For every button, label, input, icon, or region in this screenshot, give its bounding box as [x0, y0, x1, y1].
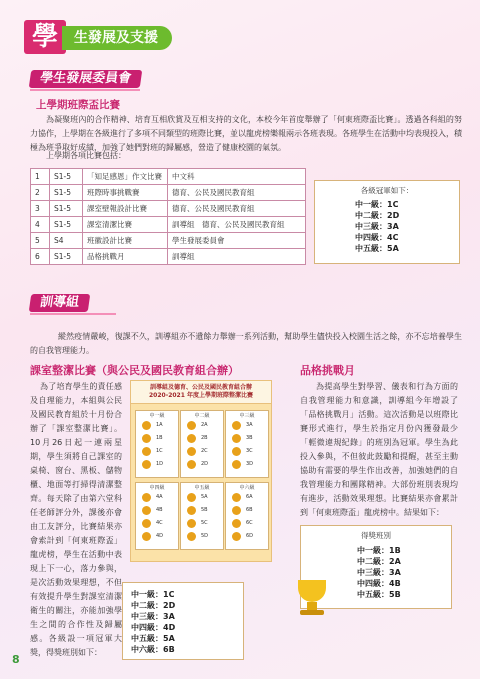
medal-icon — [187, 493, 196, 502]
poster-class-label: 6C — [246, 520, 253, 526]
clean-title: 課室整潔比賽（與公民及國民教育組合辦） — [30, 364, 239, 377]
table-cell: 課室壁報設計比賽 — [83, 201, 168, 217]
table-row — [31, 217, 306, 233]
table-cell: 1 — [31, 169, 50, 185]
poster-class-label: 1A — [156, 422, 163, 428]
table-cell: S1-5 — [50, 249, 83, 265]
table-cell: 3 — [31, 201, 50, 217]
committee-subtitle: 上學期班際盃比賽 — [36, 99, 120, 111]
medal-icon — [142, 421, 151, 430]
winner-item: 中三級：3A — [355, 222, 399, 231]
medal-icon — [232, 447, 241, 456]
table-row — [31, 233, 306, 249]
poster-class-label: 4C — [156, 520, 163, 526]
poster-class-label: 5D — [201, 533, 209, 539]
committee-banner: 學生發展委員會 — [29, 70, 143, 88]
medal-icon — [142, 506, 151, 515]
poster-class-label: 2A — [201, 422, 208, 428]
clean-poster — [130, 380, 272, 562]
poster-class-label: 3B — [246, 435, 253, 441]
poster-heading-text: 訓導組及德育、公民及國民教育組合辦 2020-2021 年度上學期班際整潔比賽 — [149, 384, 253, 399]
poster-class-label: 2D — [201, 461, 209, 467]
medal-icon — [142, 532, 151, 541]
table-row — [31, 185, 306, 201]
poster-class-label: 3A — [246, 422, 253, 428]
table-intro: 上學期各項比賽包括： — [46, 151, 126, 160]
poster-group-title: 中五級 — [194, 485, 210, 491]
character-title: 品格挑戰月 — [300, 364, 355, 377]
table-row — [31, 201, 306, 217]
medal-icon — [187, 519, 196, 528]
character-winners-title: 得獎班別 — [361, 531, 391, 540]
poster-group-title: 中二級 — [194, 413, 210, 419]
poster-group — [180, 410, 224, 478]
table-cell: S4 — [50, 233, 83, 249]
poster-class-label: 1D — [156, 461, 164, 467]
table-cell: 中文科 — [168, 169, 306, 185]
clean-text: 為了培育學生的責任感及自理能力，本組與公民及國民教育組於十月份合辦了「課室整潔比賽」。10月26日起一連兩星期，學生須將自己課室的桌椅、窗台、黑板、儲物櫃、地面等打掃得清潔整齊。每天除了由第六堂科任老師評分外，課後亦會由工友評分，比賽結果亦會索計到「何東班際盃」龍虎榜，學生在活動中表現上下一心，落力參與，是次活動效果理想，不但有效提升學生對課室清潔衛生的關注，亦能加強學生之間的合作性及歸屬感。各級設一項冠軍大獎，得獎班別如下： — [30, 382, 122, 657]
table-cell: 班徽設計比賽 — [83, 233, 168, 249]
winner-item: 中四級：4D — [131, 623, 176, 632]
poster-group — [135, 410, 179, 478]
table-cell: 6 — [31, 249, 50, 265]
winners-title: 各級冠軍如下： — [360, 186, 414, 195]
winner-item: 中五級：5A — [131, 634, 175, 643]
poster-group — [225, 410, 269, 478]
poster-class-label: 3D — [246, 461, 254, 467]
divider — [30, 89, 140, 91]
poster-class-label: 5A — [201, 494, 208, 500]
divider — [30, 313, 116, 315]
table-cell: S1-5 — [50, 217, 83, 233]
poster-group — [225, 482, 269, 550]
winners-frame — [314, 180, 460, 264]
poster-group-title: 中六級 — [239, 485, 255, 491]
medal-icon — [232, 532, 241, 541]
winner-item: 中三級：3A — [131, 612, 175, 621]
poster-class-label: 5C — [201, 520, 208, 526]
table-cell: 班際時事挑戰賽 — [83, 185, 168, 201]
winner-item: 中三級：3A — [357, 568, 401, 577]
medal-icon — [187, 460, 196, 469]
poster-group-title: 中四級 — [149, 485, 165, 491]
winner-item: 中五級：5A — [355, 244, 399, 253]
medal-icon — [142, 519, 151, 528]
table-cell: S1-5 — [50, 169, 83, 185]
medal-icon — [142, 447, 151, 456]
winner-item: 中六級：6B — [131, 645, 175, 654]
discipline-intro: 縱然疫情嚴峻，復課不久，訓導組亦不遺餘力舉辦一系列活動，幫助學生儘快投入校園生活之餘，亦不忘培養學生的自我管理能力。 — [30, 332, 462, 355]
clean-winners-frame — [122, 582, 244, 660]
table-cell: S1-5 — [50, 185, 83, 201]
table-row — [31, 169, 306, 185]
poster-class-label: 2C — [201, 448, 208, 454]
poster-class-label: 6A — [246, 494, 253, 500]
table-cell: S1-5 — [50, 201, 83, 217]
poster-group-title: 中一級 — [149, 413, 165, 419]
table-cell: 2 — [31, 185, 50, 201]
poster-class-label: 5B — [201, 507, 208, 513]
medal-icon — [232, 434, 241, 443]
table-cell: 課室清潔比賽 — [83, 217, 168, 233]
medal-icon — [187, 421, 196, 430]
medal-icon — [232, 421, 241, 430]
discipline-banner: 訓導組 — [29, 294, 91, 312]
winner-item: 中一級：1C — [355, 200, 399, 209]
winner-item: 中一級：1B — [357, 546, 401, 555]
medal-icon — [187, 506, 196, 515]
poster-class-label: 4A — [156, 494, 163, 500]
medal-icon — [142, 460, 151, 469]
medal-icon — [142, 434, 151, 443]
medal-icon — [187, 447, 196, 456]
table-cell: 德育、公民及國民教育組 — [168, 185, 306, 201]
medal-icon — [232, 493, 241, 502]
competition-table — [30, 168, 306, 265]
winner-item: 中四級：4B — [357, 579, 401, 588]
table-row — [31, 249, 306, 265]
medal-icon — [187, 532, 196, 541]
section-char: 學 — [24, 20, 66, 54]
poster-group-title: 中三級 — [239, 413, 255, 419]
character-text: 為提高學生對學習、儀表和行為方面的自我管理能力和意識，訓導組今年增設了「品格挑戰月」活動。這次活動是以班際比賽形式進行，學生於指定月份內獲發最少「輕微違規紀錄」的班別為冠軍。學生為此投入參與，不但彼此鼓勵和提醒，甚至主動協助有需要的學生作出改善，加強她們的自我管理能力和團隊精神。大部份班別表現均有進步，活動效果理想。比賽結果亦會累計到「何東班際盃」龍虎榜中。結果如下： — [300, 382, 458, 517]
poster-class-label: 3C — [246, 448, 253, 454]
table-cell: 學生發展委員會 — [168, 233, 306, 249]
committee-intro: 為凝聚班內的合作精神、培育互相欣賞及互相支持的文化，本校今年首度舉辦了「何東班際盃比賽」。透過各科組的努力協作，上學期在各級進行了多項不同類型的班際比賽，並以龍虎榜樂報兩示各班表現。各班學生在活動中均表現投入，積極為班爭取好成績，加強了她們對班的歸屬感，營造了健康校園的氣氛。 — [30, 115, 462, 152]
winner-item: 中四級：4C — [355, 233, 399, 242]
table-cell: 5 — [31, 233, 50, 249]
poster-class-label: 4D — [156, 533, 164, 539]
winner-item: 中二級：2D — [355, 211, 400, 220]
table-cell: 品格挑戰月 — [83, 249, 168, 265]
winner-item: 中一級：1C — [131, 590, 175, 599]
trophy-base — [300, 610, 324, 615]
winner-item: 中二級：2A — [357, 557, 401, 566]
medal-icon — [232, 460, 241, 469]
table-cell: 訓導組 德育、公民及國民教育組 — [168, 217, 306, 233]
medal-icon — [232, 506, 241, 515]
poster-heading — [131, 381, 271, 404]
page-number: 8 — [12, 653, 20, 666]
poster-class-label: 1B — [156, 435, 163, 441]
poster-class-label: 6D — [246, 533, 254, 539]
poster-class-label: 1C — [156, 448, 163, 454]
poster-group — [180, 482, 224, 550]
poster-class-label: 4B — [156, 507, 163, 513]
table-cell: 訓導組 — [168, 249, 306, 265]
poster-class-label: 6B — [246, 507, 253, 513]
medal-icon — [187, 434, 196, 443]
table-cell: 4 — [31, 217, 50, 233]
poster-group — [135, 482, 179, 550]
trophy-stem — [307, 602, 317, 610]
poster-class-label: 2B — [201, 435, 208, 441]
medal-icon — [142, 493, 151, 502]
winner-item: 中二級：2D — [131, 601, 176, 610]
section-title: 生發展及支援 — [62, 26, 172, 50]
medal-icon — [232, 519, 241, 528]
winner-item: 中五級：5B — [357, 590, 401, 599]
table-cell: 「知足感恩」作文比賽 — [83, 169, 168, 185]
table-cell: 德育、公民及國民教育組 — [168, 201, 306, 217]
